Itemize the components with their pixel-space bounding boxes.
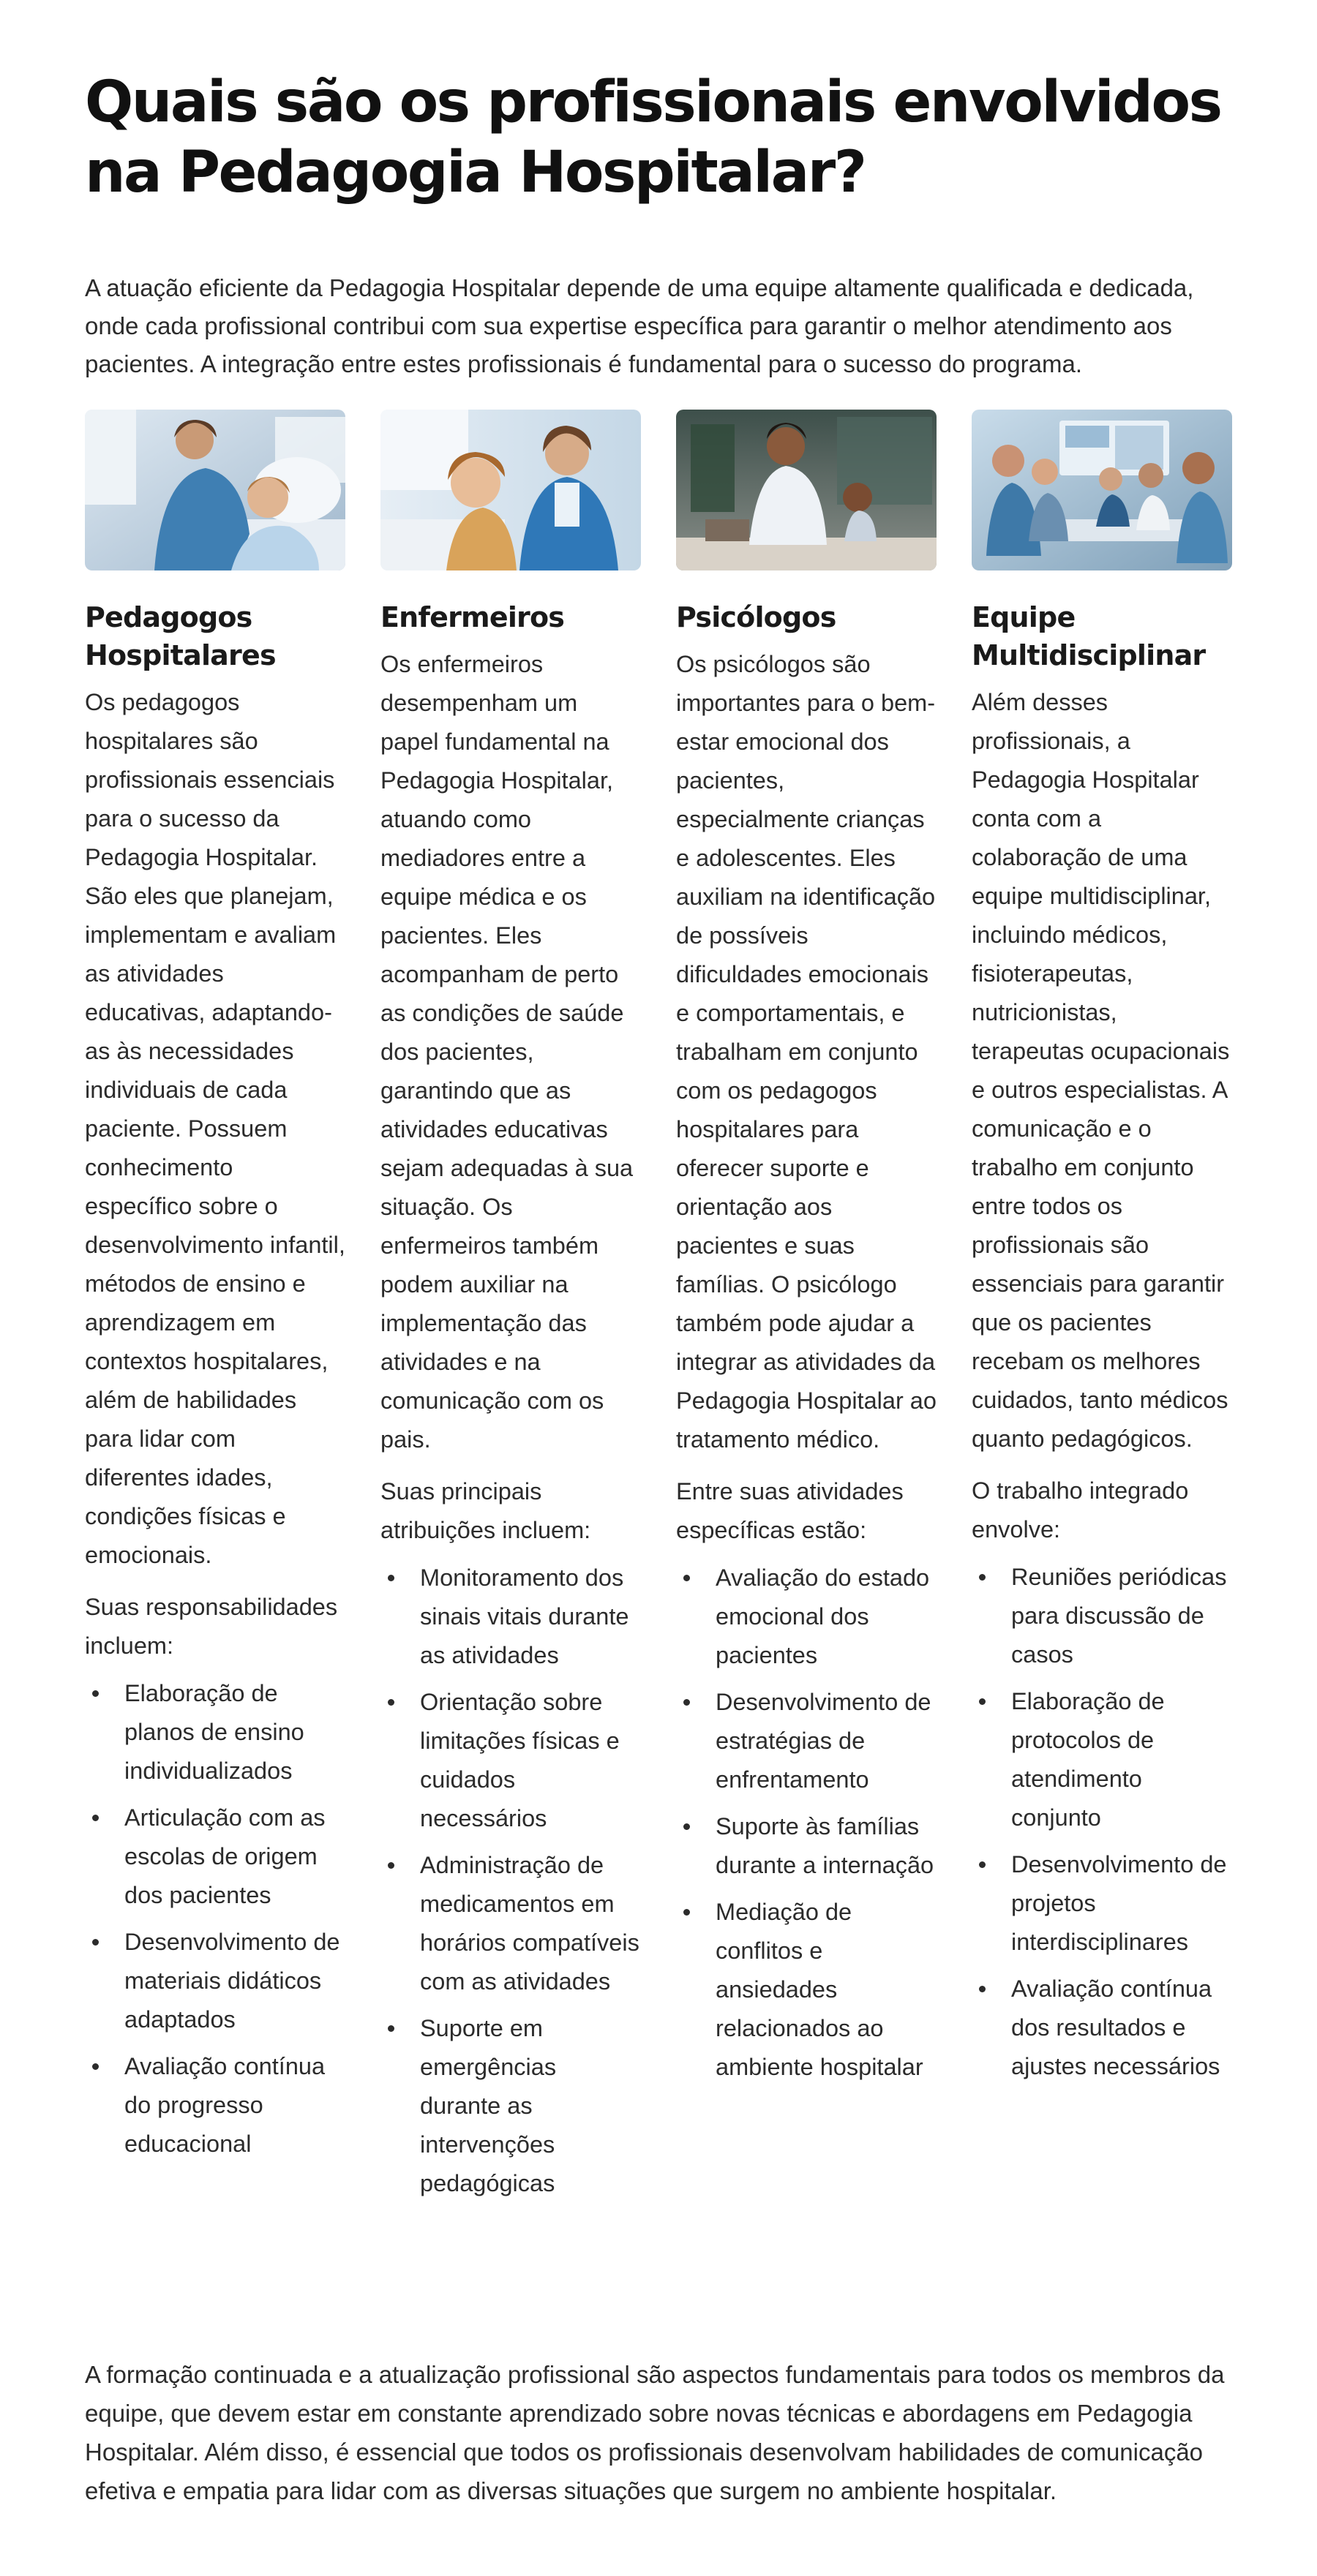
list-item: Suporte às famílias durante a internação <box>676 1807 937 1885</box>
card-title: Pedagogos Hospitalares <box>85 601 276 671</box>
list-item: Elaboração de protocolos de atendimento conjunto <box>972 1682 1232 1837</box>
photo-nurse-with-child <box>380 410 641 570</box>
card-body: Os pedagogos hospitalares são profissionais essenciais para o sucesso da Pedagogia Hospitalar. São eles que planejam, implementam e avaliam as atividades educativas, adaptando-as às necessidades individuais de cada paciente. Possuem conhecimento específico sobre o desenvolvimento infantil, métodos de ensino e aprendizagem em contextos hospitalares, além de habilidades para lidar com diferentes idades, condições físicas e emocionais. <box>85 689 345 1568</box>
list-item: Avaliação contínua do progresso educacional <box>85 2047 345 2163</box>
card-body: Os psicólogos são importantes para o bem-estar emocional dos pacientes, especialmente crianças e adolescentes. Eles auxiliam na identificação de possíveis dificuldades emocionais e comportamentais, e trabalham em conjunto com os pedagogos hospitalares para oferecer suporte e orientação aos pacientes e suas famílias. O psicólogo também pode ajudar a integrar as atividades da Pedagogia Hospitalar ao tratamento médico. <box>676 651 937 1453</box>
list-item: Mediação de conflitos e ansiedades relacionados ao ambiente hospitalar <box>676 1893 937 2087</box>
card-list <box>676 1559 937 2087</box>
list-item: Orientação sobre limitações físicas e cuidados necessários <box>380 1683 641 1838</box>
list-item: Avaliação contínua dos resultados e ajustes necessários <box>972 1970 1232 2086</box>
card-subheading: Suas principais atribuições incluem: <box>380 1478 591 1543</box>
card-subheading: Suas responsabilidades incluem: <box>85 1594 338 1659</box>
list-item: Reuniões periódicas para discussão de casos <box>972 1558 1232 1674</box>
list-item: Desenvolvimento de materiais didáticos adaptados <box>85 1923 345 2039</box>
card-pedagogos <box>85 410 345 2211</box>
card-title: Equipe Multidisciplinar <box>972 601 1206 671</box>
card-title: Enfermeiros <box>380 601 565 633</box>
card-list <box>380 1559 641 2203</box>
list-item: Monitoramento dos sinais vitais durante as atividades <box>380 1559 641 1675</box>
card-enfermeiros <box>380 410 641 2211</box>
page-title: Quais são os profissionais envolvidos na Pedagogia Hospitalar? <box>85 69 1221 206</box>
card-subheading: Entre suas atividades específicas estão: <box>676 1478 904 1543</box>
card-psicologos <box>676 410 937 2211</box>
list-item: Suporte em emergências durante as intervenções pedagógicas <box>380 2009 641 2203</box>
list-item: Articulação com as escolas de origem dos pacientes <box>85 1799 345 1915</box>
list-item: Avaliação do estado emocional dos pacientes <box>676 1559 937 1675</box>
list-item: Desenvolvimento de projetos interdisciplinares <box>972 1845 1232 1962</box>
photo-pedagogo-with-child <box>85 410 345 570</box>
photo-psychologist-with-child <box>676 410 937 570</box>
card-list <box>972 1558 1232 2086</box>
card-list <box>85 1674 345 2163</box>
card-subheading: O trabalho integrado envolve: <box>972 1477 1189 1543</box>
list-item: Desenvolvimento de estratégias de enfrentamento <box>676 1683 937 1799</box>
intro-paragraph: A atuação eficiente da Pedagogia Hospitalar depende de uma equipe altamente qualificada e dedicada, onde cada profissional contribui com sua expertise específica para garantir o melhor atendimento aos pacientes. A integração entre estes profissionais é fundamental para o sucesso do programa. <box>85 274 1194 377</box>
professionals-grid <box>85 410 1232 2211</box>
list-item: Administração de medicamentos em horários compatíveis com as atividades <box>380 1846 641 2001</box>
card-title: Psicólogos <box>676 601 836 633</box>
list-item: Elaboração de planos de ensino individualizados <box>85 1674 345 1790</box>
photo-team-meeting <box>972 410 1232 570</box>
card-body: Além desses profissionais, a Pedagogia Hospitalar conta com a colaboração de uma equipe multidisciplinar, incluindo médicos, fisioterapeutas, nutricionistas, terapeutas ocupacionais e outros especialistas. A comunicação e o trabalho em conjunto entre todos os profissionais são essenciais para garantir que os pacientes recebam os melhores cuidados, tanto médicos quanto pedagógicos. <box>972 689 1230 1452</box>
closing-paragraph: A formação continuada e a atualização profissional são aspectos fundamentais para todos os membros da equipe, que devem estar em constante aprendizado sobre novas técnicas e abordagens em Pedagogia Hospitalar. Além disso, é essencial que todos os profissionais desenvolvam habilidades de comunicação efetiva e empatia para lidar com as diversas situações que surgem no ambiente hospitalar. <box>85 2361 1225 2504</box>
card-equipe-multidisciplinar <box>972 410 1232 2211</box>
card-body: Os enfermeiros desempenham um papel fundamental na Pedagogia Hospitalar, atuando como mediadores entre a equipe médica e os pacientes. Eles acompanham de perto as condições de saúde dos pacientes, garantindo que as atividades educativas sejam adequadas à sua situação. Os enfermeiros também podem auxiliar na implementação das atividades e na comunicação com os pais. <box>380 651 634 1453</box>
